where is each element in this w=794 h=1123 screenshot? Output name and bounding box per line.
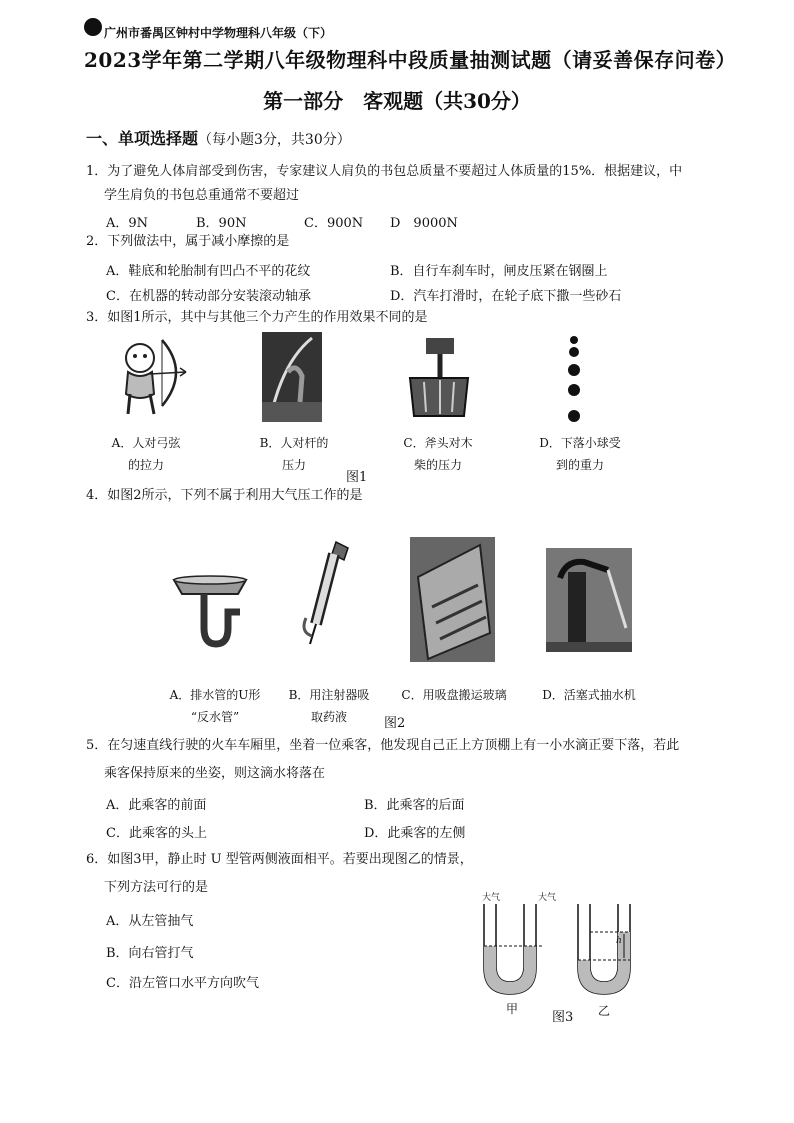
figure-2-label: 图2 (384, 716, 406, 731)
q3-caption-c (388, 432, 488, 476)
caption-line: D．下落小球受 (539, 436, 621, 450)
height-label: h (616, 936, 622, 946)
q1-line1: 1．为了避免人体肩部受到伤害，专家建议人肩负的书包总质量不要超过人体质量的15%．根据建议，中 (86, 164, 683, 179)
q3-caption-b (244, 432, 344, 476)
q1-option-d: D 9000N (390, 216, 458, 231)
q4-caption-d (534, 684, 644, 706)
q3-line1: 3．如图1所示，其中与其他三个力产生的作用效果不同的是 (86, 310, 428, 325)
q5-option-b: B．此乘客的后面 (364, 798, 465, 813)
caption-line: 压力 (281, 458, 306, 472)
q6-option-c: C．沿左管口水平方向吹气 (106, 976, 259, 991)
q5-option-c: C．此乘客的头上 (106, 826, 207, 841)
falling-ball-image (560, 334, 590, 424)
caption-line: B．用注射器吸 (288, 688, 370, 702)
school-logo (84, 18, 102, 36)
yi-label: 乙 (598, 1004, 611, 1018)
caption-line: 取药液 (310, 710, 347, 724)
caption-line: B．人对杆的 (259, 436, 329, 450)
q3-caption-a (96, 432, 196, 476)
q2-option-a: A．鞋底和轮胎制有凹凸不平的花纹 (106, 264, 311, 279)
drain-pipe-image (170, 572, 250, 652)
caption-line: D．活塞式抽水机 (542, 688, 636, 702)
page-header: 广州市番禺区钟村中学物理科八年级（下） (104, 26, 333, 40)
q2-option-b: B．自行车刹车时，闸皮压紧在钢圈上 (390, 264, 608, 279)
air-label-right: 大气 (538, 893, 557, 903)
q5-line1: 5．在匀速直线行驶的火车车厢里，坐着一位乘客，他发现自己正上方顶棚上有一小水滴正要下落，若此 (86, 738, 680, 753)
section-label: 一、单项选择题 (86, 129, 199, 148)
q4-line1: 4．如图2所示，下列不属于利用大气压工作的是 (86, 488, 363, 503)
suction-cup-glass-photo (410, 537, 495, 662)
jia-label: 甲 (506, 1002, 519, 1016)
piston-pump-photo (546, 548, 632, 652)
q5-option-a: A．此乘客的前面 (106, 798, 207, 813)
archer-image (104, 332, 194, 422)
caption-line: 柴的压力 (413, 458, 462, 472)
q4-caption-c (394, 684, 514, 706)
q4-caption-b (274, 684, 384, 728)
q1-option-c: C．900N (304, 216, 364, 231)
section-note: （每小题3分，共30分） (198, 132, 351, 148)
caption-line: A．人对弓弦 (111, 436, 181, 450)
caption-line: 到的重力 (555, 458, 604, 472)
part-title: 第一部分 客观题（共30分） (263, 89, 531, 113)
q1-line2: 学生肩负的书包总重通常不要超过 (104, 188, 300, 203)
axe-image (404, 332, 474, 422)
figure-3-label: 图3 (552, 1010, 574, 1025)
q5-line2: 乘客保持原来的坐姿，则这滴水将落在 (104, 766, 326, 781)
q3-caption-d (522, 432, 638, 476)
q6-option-b: B．向右管打气 (106, 946, 194, 961)
caption-line: C．斧头对木 (403, 436, 473, 450)
q4-caption-a (150, 684, 280, 728)
air-label-left: 大气 (482, 893, 501, 903)
caption-line: C．用吸盘搬运玻璃 (401, 688, 507, 702)
exam-title: 2023学年第二学期八年级物理科中段质量抽测试题（请妥善保存问卷） (84, 48, 737, 72)
q2-option-c: C．在机器的转动部分安装滚动轴承 (106, 289, 311, 304)
caption-line: 的拉力 (127, 458, 164, 472)
caption-line: A．排水管的U形 (169, 688, 261, 702)
q2-line1: 2．下列做法中，属于减小摩擦的是 (86, 234, 290, 249)
q6-option-a: A．从左管抽气 (106, 914, 194, 929)
u-tube-diagram (474, 900, 654, 1000)
q2-option-d: D．汽车打滑时，在轮子底下撒一些砂石 (390, 289, 622, 304)
q6-line2: 下列方法可行的是 (104, 880, 209, 895)
q1-option-a: A．9N (106, 216, 149, 231)
section-heading (86, 126, 351, 149)
figure-1-label: 图1 (346, 470, 368, 485)
q6-line1: 6．如图3甲，静止时 U 型管两侧液面相平。若要出现图乙的情景， (86, 852, 473, 867)
q1-option-b: B．90N (196, 216, 247, 231)
pole-vault-photo (262, 332, 322, 422)
caption-line: “反水管” (190, 710, 240, 724)
q5-option-d: D．此乘客的左侧 (364, 826, 466, 841)
syringe-image (296, 538, 356, 648)
